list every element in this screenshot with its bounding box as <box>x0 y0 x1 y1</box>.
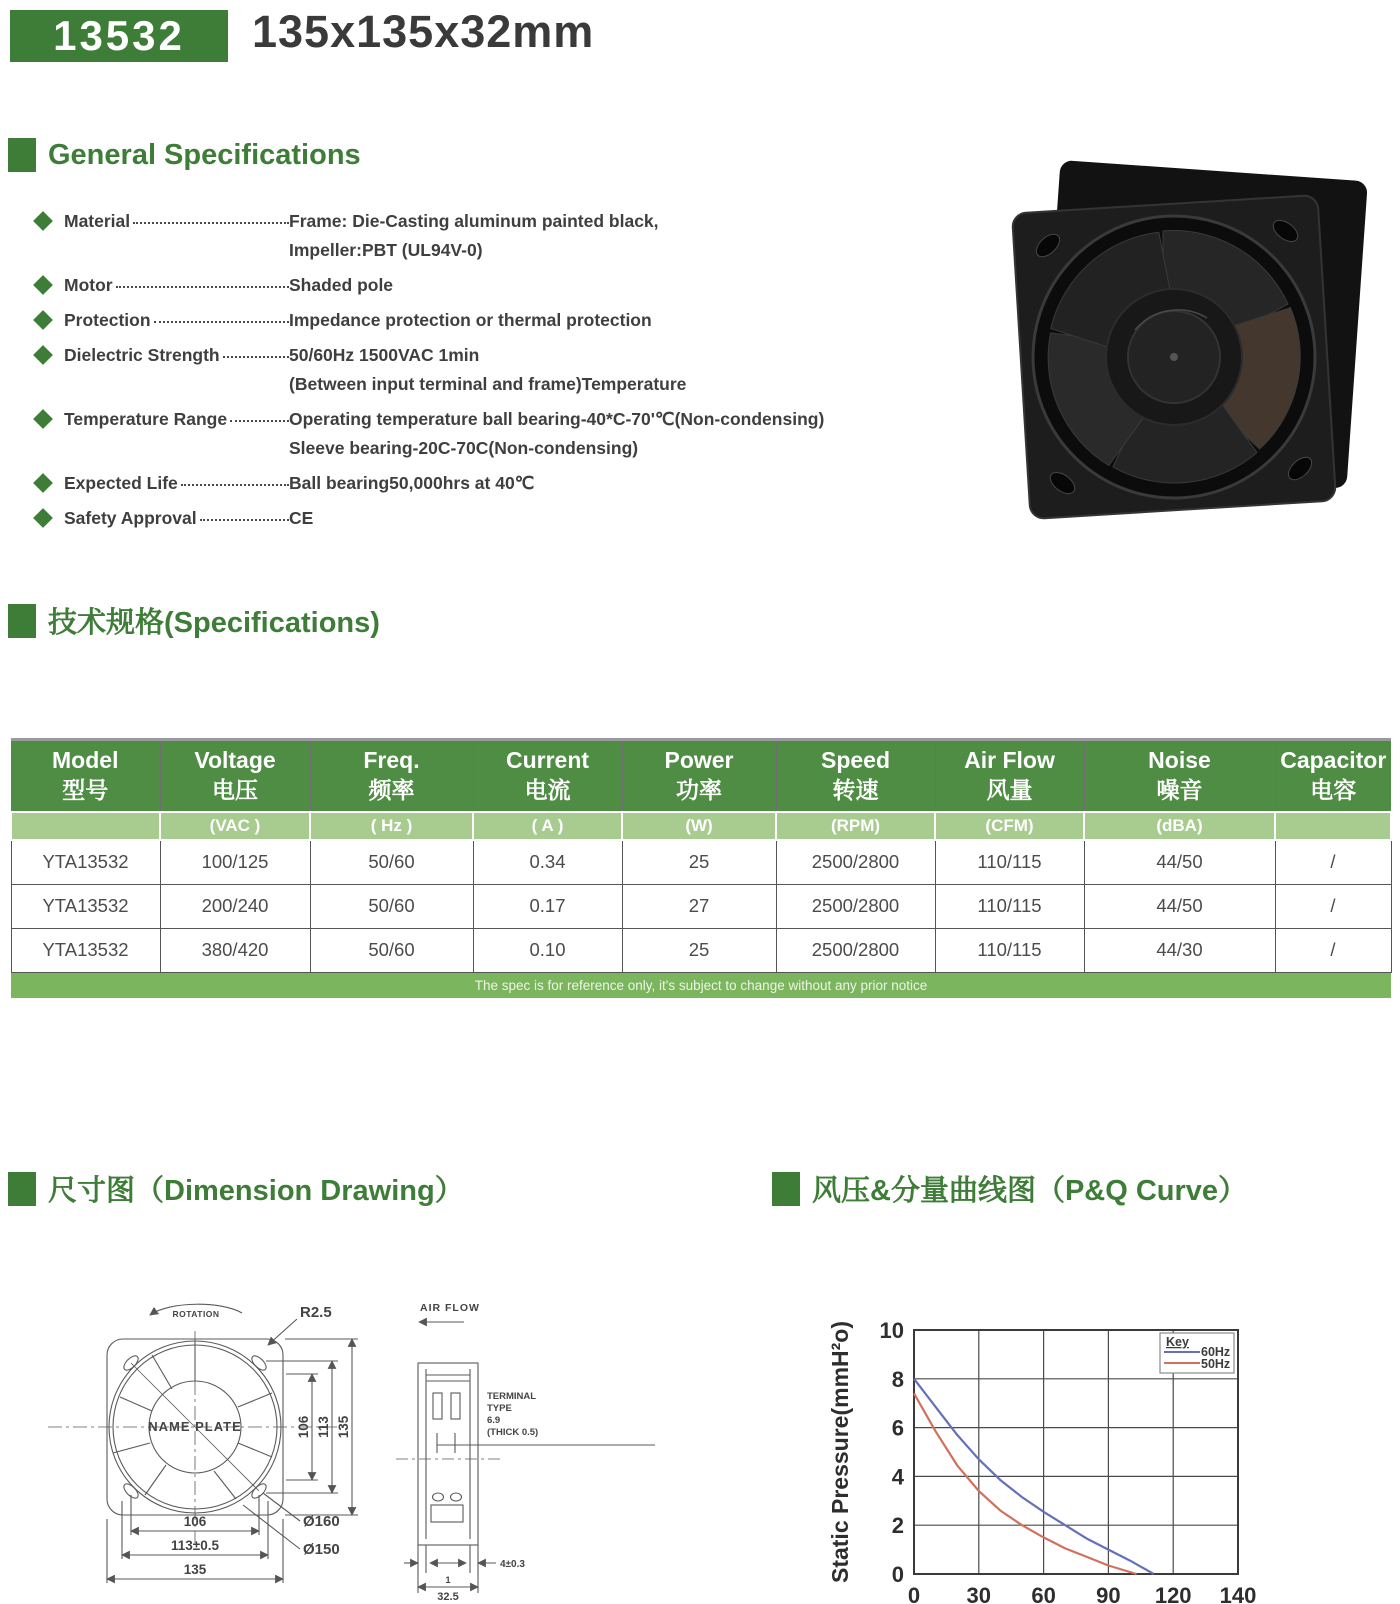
model-code-badge: 13532 <box>10 10 228 62</box>
dotted-leader <box>116 272 289 288</box>
table-cell: / <box>1275 840 1391 885</box>
table-cell: 44/30 <box>1084 928 1275 972</box>
legend-title: Key <box>1166 1335 1189 1349</box>
pq-chart <box>770 1245 1400 1604</box>
table-cell: 0.17 <box>473 884 622 928</box>
column-header: Capacitor 电容 <box>1275 740 1391 812</box>
air-flow-label: AIR FLOW <box>420 1302 480 1314</box>
spec-item-label: Protection <box>64 310 151 330</box>
spec-item <box>36 470 966 496</box>
pq-heading-text: 风压&分量曲线图（P&Q Curve） <box>812 1175 1248 1207</box>
dotted-leader <box>154 307 289 323</box>
dim-t1: 1 <box>445 1575 451 1585</box>
column-header: Speed 转速 <box>776 740 935 812</box>
table-cell: 0.34 <box>473 840 622 885</box>
spec-item-label: Safety Approval <box>64 508 197 528</box>
spec-item-value: CE <box>289 508 314 528</box>
svg-text:140: 140 <box>1219 1583 1257 1604</box>
spec-item <box>36 272 966 298</box>
green-square-icon <box>8 138 36 172</box>
svg-text:2: 2 <box>891 1513 904 1539</box>
spec-item-label: Expected Life <box>64 473 178 493</box>
dim-t325: 32.5 <box>437 1591 459 1603</box>
column-unit: (RPM) <box>776 812 935 840</box>
table-cell: 100/125 <box>160 840 310 885</box>
spec-item <box>36 406 966 461</box>
svg-text:10: 10 <box>879 1318 904 1343</box>
table-cell: YTA13532 <box>11 884 160 928</box>
table-cell: 50/60 <box>310 840 473 885</box>
column-header: Freq. 频率 <box>310 740 473 812</box>
corner-radius-label: R2.5 <box>300 1304 332 1321</box>
dim-v113: 113 <box>316 1416 331 1438</box>
spec-item-value: (Between input terminal and frame)Temperature <box>289 374 687 394</box>
general-specs-list <box>36 208 966 540</box>
column-header: Noise 噪音 <box>1084 740 1275 812</box>
spec-table <box>10 738 1392 998</box>
table-cell: 50/60 <box>310 928 473 972</box>
table-cell: YTA13532 <box>11 928 160 972</box>
spec-item-label: Dielectric Strength <box>64 345 220 365</box>
dimension-heading <box>8 1168 464 1209</box>
rotation-label: ROTATION <box>172 1309 220 1319</box>
green-square-icon <box>772 1172 800 1206</box>
table-cell: 44/50 <box>1084 884 1275 928</box>
dim-d150: Ø150 <box>303 1541 340 1558</box>
fan-product-photo <box>995 160 1370 552</box>
column-unit: (CFM) <box>935 812 1084 840</box>
page-title: 135x135x32mm <box>252 6 595 57</box>
column-header: Power 功率 <box>622 740 776 812</box>
spec-table-heading <box>8 600 380 641</box>
spec-item <box>36 342 966 397</box>
dim-h113: 113±0.5 <box>171 1538 219 1553</box>
dimension-heading-text: 尺寸图（Dimension Drawing） <box>48 1175 464 1207</box>
dotted-leader <box>223 342 289 358</box>
column-header: Air Flow 风量 <box>935 740 1084 812</box>
spec-table-head <box>11 740 1391 840</box>
spec-item-value: Impedance protection or thermal protection <box>289 310 652 330</box>
table-cell: YTA13532 <box>11 840 160 885</box>
table-cell: 25 <box>622 928 776 972</box>
spec-item-label: Motor <box>64 275 113 295</box>
table-cell: 2500/2800 <box>776 928 935 972</box>
table-row <box>11 928 1391 972</box>
svg-text:0: 0 <box>891 1562 904 1587</box>
table-cell: 27 <box>622 884 776 928</box>
diamond-bullet-icon <box>33 409 53 429</box>
svg-text:8: 8 <box>891 1366 904 1392</box>
spec-item-value: Frame: Die-Casting aluminum painted black, <box>289 211 659 231</box>
svg-text:120: 120 <box>1154 1583 1192 1604</box>
table-cell: 2500/2800 <box>776 884 935 928</box>
dim-h135: 135 <box>183 1562 207 1577</box>
svg-text:0: 0 <box>907 1583 921 1604</box>
table-cell: 2500/2800 <box>776 840 935 885</box>
svg-text:30: 30 <box>966 1583 992 1604</box>
general-specs-heading <box>8 138 361 172</box>
svg-text:6: 6 <box>891 1415 904 1441</box>
chart-legend <box>1160 1333 1234 1373</box>
table-cell: / <box>1275 884 1391 928</box>
spec-item-label: Material <box>64 211 131 231</box>
name-plate-label: NAME PLATE <box>148 1419 242 1434</box>
pq-heading <box>772 1168 1247 1209</box>
table-cell: 200/240 <box>160 884 310 928</box>
legend-60hz-label: 60Hz <box>1201 1345 1231 1359</box>
column-header: Model 型号 <box>11 740 160 812</box>
column-unit <box>1275 812 1391 840</box>
spec-item-value: Impeller:PBT (UL94V-0) <box>289 240 483 260</box>
dimension-drawing <box>0 1243 700 1604</box>
column-unit: ( A ) <box>473 812 622 840</box>
dotted-leader <box>230 406 289 422</box>
spec-table-wrap <box>10 738 1390 998</box>
dotted-leader <box>181 470 289 486</box>
general-specs-heading-text: General Specifications <box>48 138 361 171</box>
dim-v135: 135 <box>336 1415 351 1439</box>
spec-item-value: Operating temperature ball bearing-40*C-70'℃(Non-condensing) <box>289 409 825 429</box>
diamond-bullet-icon <box>33 345 53 365</box>
table-cell: / <box>1275 928 1391 972</box>
dotted-leader <box>200 505 289 521</box>
table-cell: 110/115 <box>935 884 1084 928</box>
svg-text:4: 4 <box>891 1464 904 1490</box>
svg-text:60: 60 <box>1031 1583 1056 1604</box>
dim-t4: 4±0.3 <box>500 1559 525 1570</box>
y-axis-label: Static Pressure(mmH²o) <box>827 1320 853 1584</box>
legend-50hz-label: 50Hz <box>1201 1357 1231 1371</box>
table-cell: 110/115 <box>935 840 1084 885</box>
diamond-bullet-icon <box>33 310 53 330</box>
spec-item-value: Sleeve bearing-20C-70C(Non-condensing) <box>289 438 639 458</box>
column-unit: (W) <box>622 812 776 840</box>
terminal-label-2: TYPE <box>487 1403 512 1414</box>
column-unit: (dBA) <box>1084 812 1275 840</box>
table-row <box>11 840 1391 885</box>
column-unit: (VAC ) <box>160 812 310 840</box>
spec-item-value: Shaded pole <box>289 275 394 295</box>
spec-table-heading-text: 技术规格(Specifications) <box>48 607 380 639</box>
table-row <box>11 884 1391 928</box>
table-cell: 44/50 <box>1084 840 1275 885</box>
table-cell: 110/115 <box>935 928 1084 972</box>
diamond-bullet-icon <box>33 508 53 528</box>
fan-photo-svg <box>995 160 1370 552</box>
svg-text:90: 90 <box>1096 1583 1121 1604</box>
green-square-icon <box>8 1172 36 1206</box>
table-cell: 380/420 <box>160 928 310 972</box>
terminal-label-4: (THICK 0.5) <box>487 1427 539 1438</box>
spec-item-value: 50/60Hz 1500VAC 1min <box>289 345 480 365</box>
green-square-icon <box>8 604 36 638</box>
diamond-bullet-icon <box>33 275 53 295</box>
spec-item-value: Ball bearing50,000hrs at 40℃ <box>289 473 535 493</box>
diamond-bullet-icon <box>33 473 53 493</box>
spec-item-label: Temperature Range <box>64 409 228 429</box>
table-note: The spec is for reference only, it's subject to change without any prior notice <box>11 972 1391 998</box>
diamond-bullet-icon <box>33 211 53 231</box>
column-unit: ( Hz ) <box>310 812 473 840</box>
table-cell: 50/60 <box>310 884 473 928</box>
dim-v106: 106 <box>296 1415 311 1439</box>
dim-d160: Ø160 <box>303 1513 340 1530</box>
spec-item <box>36 208 966 263</box>
table-cell: 0.10 <box>473 928 622 972</box>
dim-h106: 106 <box>183 1514 207 1529</box>
spec-table-foot <box>11 972 1391 998</box>
table-cell: 25 <box>622 840 776 885</box>
spec-item <box>36 505 966 531</box>
column-header: Voltage 电压 <box>160 740 310 812</box>
dotted-leader <box>133 208 289 224</box>
column-unit <box>11 812 160 840</box>
spec-item <box>36 307 966 333</box>
terminal-label-3: 6.9 <box>487 1415 501 1426</box>
terminal-label-1: TERMINAL <box>487 1391 537 1402</box>
column-header: Current 电流 <box>473 740 622 812</box>
spec-table-body <box>11 840 1391 973</box>
